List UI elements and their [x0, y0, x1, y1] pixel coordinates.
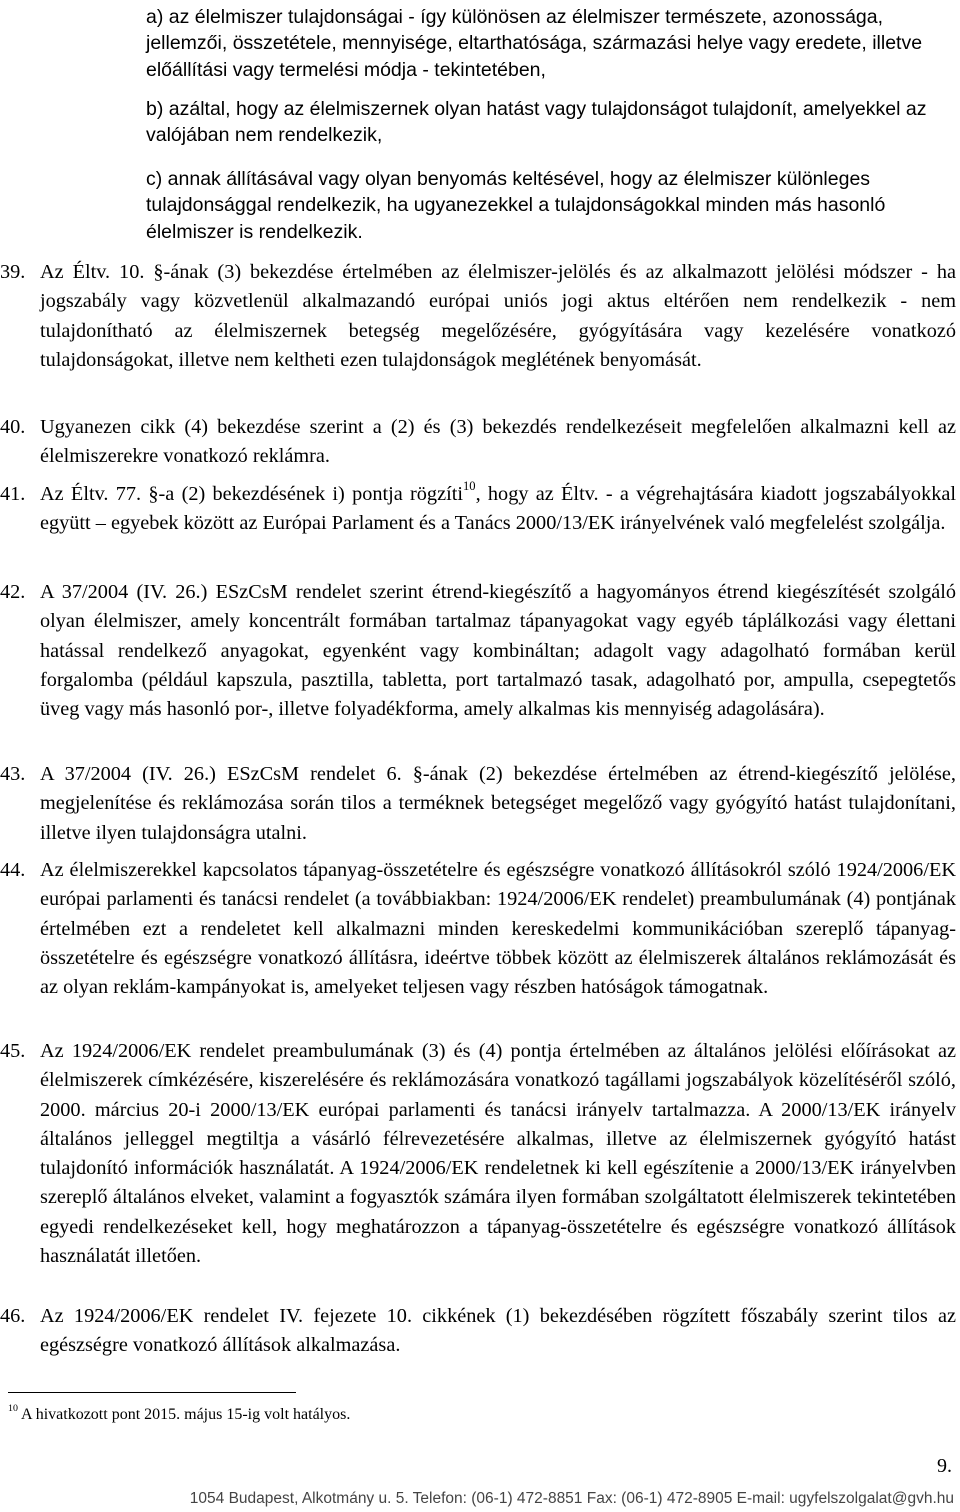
footnote-divider	[8, 1392, 296, 1393]
quoted-item-c: c) annak állításával vagy olyan benyomás keltésével, hogy az élelmiszer különleges tulajdonsággal rendelkezik, ha ugyanezekkel a tulajdonságokkal minden más hasonló élelmiszer is rendelkezik.	[146, 168, 886, 243]
paragraph-39	[0, 258, 956, 375]
paragraph-text: Az élelmiszerekkel kapcsolatos tápanyag-összetételre és egészségre vonatkozó állításokról szóló 1924/2006/EK európai parlamenti és tanácsi rendelet (a továbbiakban: 1924/2006/EK rendelet) preambulumának (4) pontjának értelmében ezt a rendeletet kell alkalmazni minden kereskedelmi kommunikációban szereplő tápanyag-összetételre és egészségre vonatkozó állításra, ideértve többek között az élelmiszerek általános reklámozását és az olyan reklám-kampányokat is, amelyeket teljesen vagy részben hatóságok támogatnak.	[40, 859, 956, 999]
footnote	[8, 1404, 350, 1426]
paragraph-text: A 37/2004 (IV. 26.) ESzCsM rendelet szerint étrend-kiegészítő a hagyományos étrend kiegészítését szolgáló olyan élelmiszer, amely koncentrált formában tartalmaz tápanyagokat vagy egyéb táplálkozási vagy élettani hatással rendelkező anyagokat, egyenként vagy kombináltan; adagolt vagy adagolható formában kerül forgalomba (például kapszula, pasztilla, tabletta, port tartalmazó tasak, adagolható por, ampulla, csepegtetős üveg vagy más hasonló por-, illetve folyadékforma, amely alkalmas kis mennyiség adagolására).	[40, 581, 956, 721]
paragraph-46	[0, 1302, 956, 1361]
paragraph-number: 46.	[0, 1305, 26, 1327]
paragraph-45	[0, 1037, 956, 1271]
quoted-item-a: a) az élelmiszer tulajdonságai - így különösen az élelmiszer természete, azonossága, jellemzői, összetétele, mennyisége, eltarthatósága, származási helye vagy eredete, illetve előállítási vagy termelési módja - tekintetében,	[146, 6, 923, 81]
paragraph-number: 45.	[0, 1040, 26, 1062]
paragraph-number: 44.	[0, 859, 26, 881]
paragraph-41	[0, 479, 956, 539]
paragraph-text: Az 1924/2006/EK rendelet preambulumának (3) és (4) pontja értelmében az általános jelölési előírásokat az élelmiszerek címkézésére, kiszerelésére és reklámozására vonatkozó tagállami jogszabályok közelítéséről szóló, 2000. március 20-i 2000/13/EK európai parlamenti és tanácsi irányelv tartalmazza. A 2000/13/EK irányelv általános jelleggel megtiltja a vásárló félrevezetésére alkalmas, illetve az élelmiszernek gyógyító hatást tulajdonító információk használatát. A 1924/2006/EK rendeletnek ki kell egészítenie a 2000/13/EK irányelvben szereplő általános elveket, valamint a fogyasztók számára ilyen formában szolgáltatott élelmiszerek tekintetében egyedi rendelkezéseket kell, hogy meghatározzon a tápanyag-összetételre és egészségre vonatkozó állítások használatát illetően.	[40, 1040, 956, 1268]
quoted-item-b: b) azáltal, hogy az élelmiszernek olyan hatást vagy tulajdonságot tulajdonít, amelyekkel az valójában nem rendelkezik,	[146, 98, 927, 147]
paragraph-number: 40.	[0, 416, 26, 438]
paragraph-text: A 37/2004 (IV. 26.) ESzCsM rendelet 6. §-ának (2) bekezdése értelmében az étrend-kiegészítő jelölése, megjelenítése és reklámozása során tilos a terméknek betegséget megelőző vagy gyógyító hatást tulajdonítani, illetve ilyen tulajdonságra utalni.	[40, 763, 956, 844]
paragraph-text: Az Éltv. 77. §-a (2) bekezdésének i) pontja rögzíti	[40, 483, 463, 505]
page-footer: 1054 Budapest, Alkotmány u. 5. Telefon: (06-1) 472-8851 Fax: (06-1) 472-8905 E-mail: ugyfelszolgalat@gvh.hu	[189, 1490, 954, 1507]
footnote-mark: 10	[8, 1403, 18, 1415]
paragraph-43	[0, 760, 956, 848]
paragraph-number: 42.	[0, 581, 26, 603]
page-number: 9.	[937, 1455, 952, 1477]
paragraph-text-continued: , hogy az Éltv. - a végrehajtására kiadott jogszabályokkal együtt – egyebek között az Európai Parlament és a Tanács 2000/13/EK irányelvének való megfelelést szolgálja.	[40, 483, 956, 535]
footnote-reference[interactable]: 10	[462, 479, 476, 494]
paragraph-number: 41.	[0, 483, 26, 505]
paragraph-number: 39.	[0, 261, 26, 283]
paragraph-40	[0, 413, 956, 472]
footnote-text: A hivatkozott pont 2015. május 15-ig volt hatályos.	[21, 1406, 351, 1423]
paragraph-number: 43.	[0, 763, 26, 785]
paragraph-text: Az Éltv. 10. §-ának (3) bekezdése értelmében az élelmiszer-jelölés és az alkalmazott jelölési módszer - ha jogszabály vagy közvetlenül alkalmazandó európai uniós jogi aktus eltérően nem rendelkezik - nem tulajdonítható az élelmiszernek betegség megelőzésére, gyógyítására vagy kezelésére vonatkozó tulajdonságokat, illetve nem keltheti ezen tulajdonságok meglétének benyomását.	[40, 261, 956, 371]
paragraph-text: Ugyanezen cikk (4) bekezdése szerint a (2) és (3) bekezdés rendelkezéseit megfelelően alkalmazni kell az élelmiszerekre vonatkozó reklámra.	[40, 416, 956, 468]
paragraph-44	[0, 856, 956, 1002]
paragraph-text: Az 1924/2006/EK rendelet IV. fejezete 10. cikkének (1) bekezdésében rögzített főszabály szerint tilos az egészségre vonatkozó állítások alkalmazása.	[40, 1305, 956, 1357]
paragraph-42	[0, 578, 956, 724]
